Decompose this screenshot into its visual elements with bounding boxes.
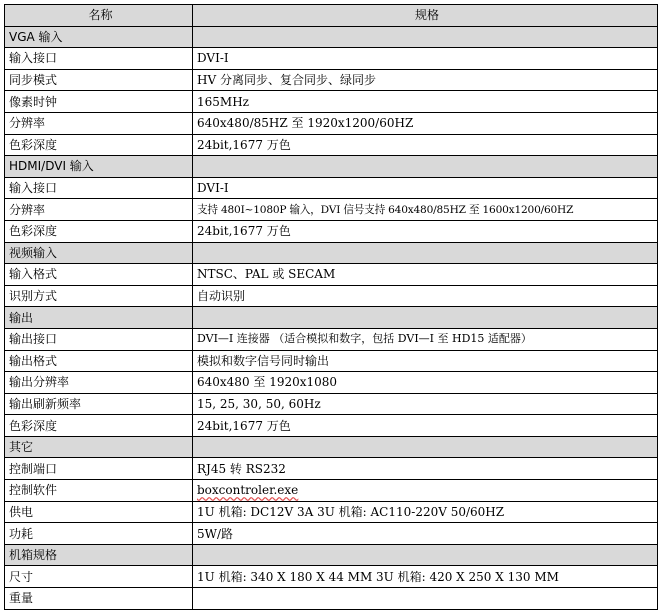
spec-value: 1U 机箱: DC12V 3A 3U 机箱: AC110-220V 50/60HZ [193,501,658,523]
table-row [5,220,658,242]
spec-key: 分辨率 [5,112,193,134]
header-row [5,5,658,27]
spec-value: RJ45 转 RS232 [193,458,658,480]
table-row [5,112,658,134]
table-row [5,372,658,394]
spec-key: 尺寸 [5,566,193,588]
spec-value: 5W/路 [193,523,658,545]
spec-key: 输入接口 [5,48,193,70]
table-row [5,415,658,437]
table-row [5,91,658,113]
section-row [5,307,658,329]
table-row [5,458,658,480]
header-spec: 规格 [193,5,658,27]
spec-key: 色彩深度 [5,220,193,242]
spec-value: 24bit,1677 万色 [193,134,658,156]
spec-key: 控制端口 [5,458,193,480]
spec-value: 支持 480I~1080P 输入，DVI 信号支持 640x480/85HZ 至 1600x1200/60HZ [193,199,658,221]
spec-value: DVI—I 连接器 （适合模拟和数字，包括 DVI—I 至 HD15 适配器） [193,328,658,350]
spec-value: NTSC、PAL 或 SECAM [193,264,658,286]
table-row [5,501,658,523]
table-row [5,199,658,221]
table-row [5,177,658,199]
table-row [5,328,658,350]
spec-value: DVI-I [193,48,658,70]
spec-value: 24bit,1677 万色 [193,415,658,437]
section-title: 输出 [5,307,193,329]
spec-value: 640x480/85HZ 至 1920x1200/60HZ [193,112,658,134]
spec-key: 同步模式 [5,69,193,91]
table-row [5,523,658,545]
section-title: HDMI/DVI 输入 [5,156,193,178]
section-title: VGA 输入 [5,26,193,48]
spec-key: 色彩深度 [5,134,193,156]
spec-value: 模拟和数字信号同时输出 [193,350,658,372]
spec-key: 供电 [5,501,193,523]
section-row [5,242,658,264]
spec-key: 重量 [5,588,193,610]
table-row [5,134,658,156]
table-row [5,264,658,286]
spec-value: 1U 机箱: 340 X 180 X 44 MM 3U 机箱: 420 X 250 X 130 MM [193,566,658,588]
spec-table [4,4,658,610]
spec-key: 像素时钟 [5,91,193,113]
table-row [5,285,658,307]
spec-value: 165MHz [193,91,658,113]
spec-value [193,588,658,610]
spec-key: 输入格式 [5,264,193,286]
spec-key: 输出接口 [5,328,193,350]
spec-value: 24bit,1677 万色 [193,220,658,242]
table-row [5,588,658,610]
table-row [5,69,658,91]
spec-key: 识别方式 [5,285,193,307]
section-row [5,156,658,178]
section-row [5,544,658,566]
spec-key: 输出分辨率 [5,372,193,394]
spec-key: 功耗 [5,523,193,545]
spec-key: 色彩深度 [5,415,193,437]
table-row [5,350,658,372]
section-title: 其它 [5,436,193,458]
header-name: 名称 [5,5,193,27]
spec-value: boxcontroler.exe [197,483,299,498]
section-title: 机箱规格 [5,544,193,566]
spec-key: 输出刷新频率 [5,393,193,415]
spec-key: 输入接口 [5,177,193,199]
section-row [5,26,658,48]
table-row [5,393,658,415]
spec-key: 分辨率 [5,199,193,221]
spec-key: 输出格式 [5,350,193,372]
spec-value: DVI-I [193,177,658,199]
section-row [5,436,658,458]
table-row [5,480,658,502]
section-title: 视频输入 [5,242,193,264]
spec-key: 控制软件 [5,480,193,502]
table-row [5,48,658,70]
table-row [5,566,658,588]
spec-value: 自动识别 [193,285,658,307]
spec-value: 15, 25, 30, 50, 60Hz [193,393,658,415]
spec-value: 640x480 至 1920x1080 [193,372,658,394]
spec-value: HV 分离同步、复合同步、绿同步 [193,69,658,91]
